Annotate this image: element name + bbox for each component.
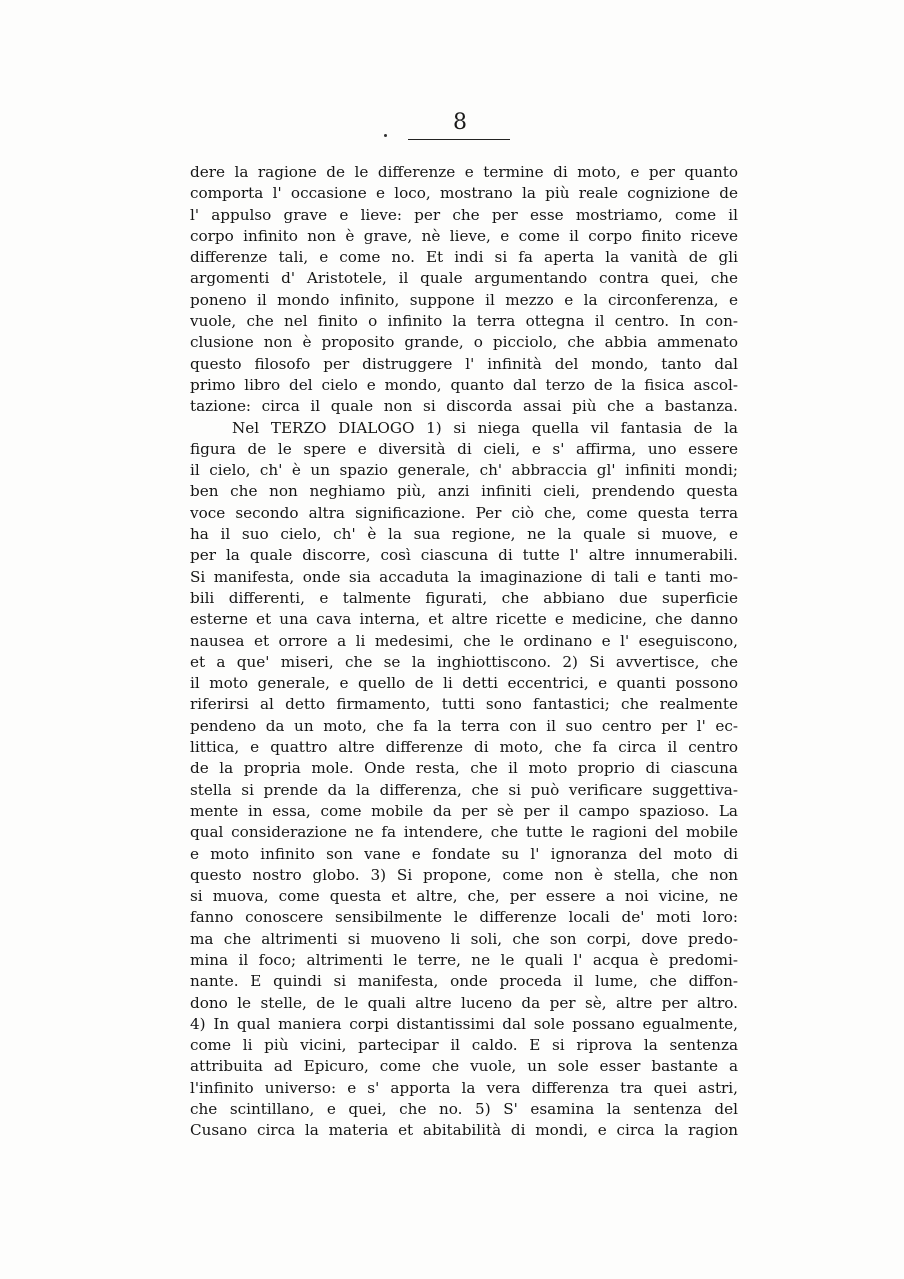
text-line: Cusano circa la materia et abitabilità di mondi, e circa la ragion [190, 1121, 738, 1140]
text-line: ma che altrimenti si muoveno li soli, che son corpi, dove predo- [190, 929, 738, 948]
printer-dot [384, 134, 387, 137]
text-line: esterne et una cava interna, et altre ricette e medicine, che danno [190, 610, 738, 629]
text-line: primo libro del cielo e mondo, quanto dal terzo de la fisica ascol- [190, 375, 738, 394]
text-line: bili differenti, e talmente figurati, che abbiano due superficie [190, 588, 738, 607]
text-line: mente in essa, come mobile da per sè per il campo spazioso. La [190, 801, 738, 820]
text-line: nausea et orrore a li medesimi, che le ordinano e l' eseguiscono, [190, 631, 738, 650]
text-line: il moto generale, e quello de li detti eccentrici, e quanti possono [190, 674, 738, 693]
page-number: 8 [453, 110, 467, 135]
text-line: differenze tali, e come no. Et indi si fa aperta la vanità de gli [190, 248, 738, 267]
text-line: si muova, come questa et altre, che, per essere a noi vicine, ne [190, 887, 738, 906]
text-line: poneno il mondo infinito, suppone il mezzo e la circonferenza, e [190, 290, 738, 309]
text-line: littica, e quattro altre differenze di moto, che fa circa il centro [190, 738, 738, 757]
text-line: stella si prende da la differenza, che si può verificare suggettiva- [190, 780, 738, 799]
text-line: tazione: circa il quale non si discorda assai più che a bastanza. [190, 397, 738, 416]
text-line: fanno conoscere sensibilmente le differenze locali de' moti loro: [190, 908, 738, 927]
text-line: argomenti d' Aristotele, il quale argumentando contra quei, che [190, 269, 738, 288]
text-line: Si manifesta, onde sia accaduta la imaginazione di tali e tanti mo- [190, 567, 738, 586]
text-line: pendeno da un moto, che fa la terra con il suo centro per l' ec- [190, 716, 738, 735]
text-line: corpo infinito non è grave, nè lieve, e come il corpo finito riceve [190, 226, 738, 245]
text-line: Nel TERZO DIALOGO 1) si niega quella vil fantasia de la [232, 418, 738, 437]
text-line: come li più vicini, partecipar il caldo. E si riprova la sentenza [190, 1036, 738, 1055]
text-line: nante. E quindi si manifesta, onde proceda il lume, che diffon- [190, 972, 738, 991]
text-line: comporta l' occasione e loco, mostrano la più reale cognizione de [190, 184, 738, 203]
text-line: l'infinito universo: e s' apporta la vera differenza tra quei astri, [190, 1078, 738, 1097]
text-line: che scintillano, e quei, che no. 5) S' esamina la sentenza del [190, 1100, 738, 1119]
text-line: e moto infinito son vane e fondate su l' ignoranza del moto di [190, 844, 738, 863]
text-line: mina il foco; altrimenti le terre, ne le quali l' acqua è predomi- [190, 950, 738, 969]
text-line: vuole, che nel finito o infinito la terra ottegna il centro. In con- [190, 312, 738, 331]
text-line: et a que' miseri, che se la inghiottiscono. 2) Si avvertisce, che [190, 652, 738, 671]
text-line: voce secondo altra significazione. Per ciò che, come questa terra [190, 503, 738, 522]
header-rule [408, 139, 510, 140]
text-line: dono le stelle, de le quali altre luceno da per sè, altre per altro. [190, 993, 738, 1012]
text-line: per la quale discorre, così ciascuna di tutte l' altre innumerabili. [190, 546, 738, 565]
text-line: clusione non è proposito grande, o picciolo, che abbia ammenato [190, 333, 738, 352]
text-line: ben che non neghiamo più, anzi infiniti cieli, prendendo questa [190, 482, 738, 501]
text-line: de la propria mole. Onde resta, che il moto proprio di ciascuna [190, 759, 738, 778]
text-line: 4) In qual maniera corpi distantissimi dal sole possano egualmente, [190, 1014, 738, 1033]
body-text [190, 162, 738, 1142]
text-line: dere la ragione de le differenze e termine di moto, e per quanto [190, 163, 738, 181]
text-line: attribuita ad Epicuro, come che vuole, un sole esser bastante a [190, 1057, 738, 1076]
text-line: ha il suo cielo, ch' è la sua regione, ne la quale si muove, e [190, 525, 738, 544]
text-line: riferirsi al detto firmamento, tutti sono fantastici; che realmente [190, 695, 738, 714]
text-line: questo nostro globo. 3) Si propone, come non è stella, che non [190, 865, 738, 884]
text-line: qual considerazione ne fa intendere, che tutte le ragioni del mobile [190, 823, 738, 842]
text-line: figura de le spere e diversità di cieli, e s' affirma, uno essere [190, 439, 738, 458]
text-line: il cielo, ch' è un spazio generale, ch' abbraccia gl' infiniti mondi; [190, 461, 738, 480]
text-line: l' appulso grave e lieve: per che per esse mostriamo, come il [190, 205, 738, 224]
text-line: questo filosofo per distruggere l' infinità del mondo, tanto dal [190, 354, 738, 373]
